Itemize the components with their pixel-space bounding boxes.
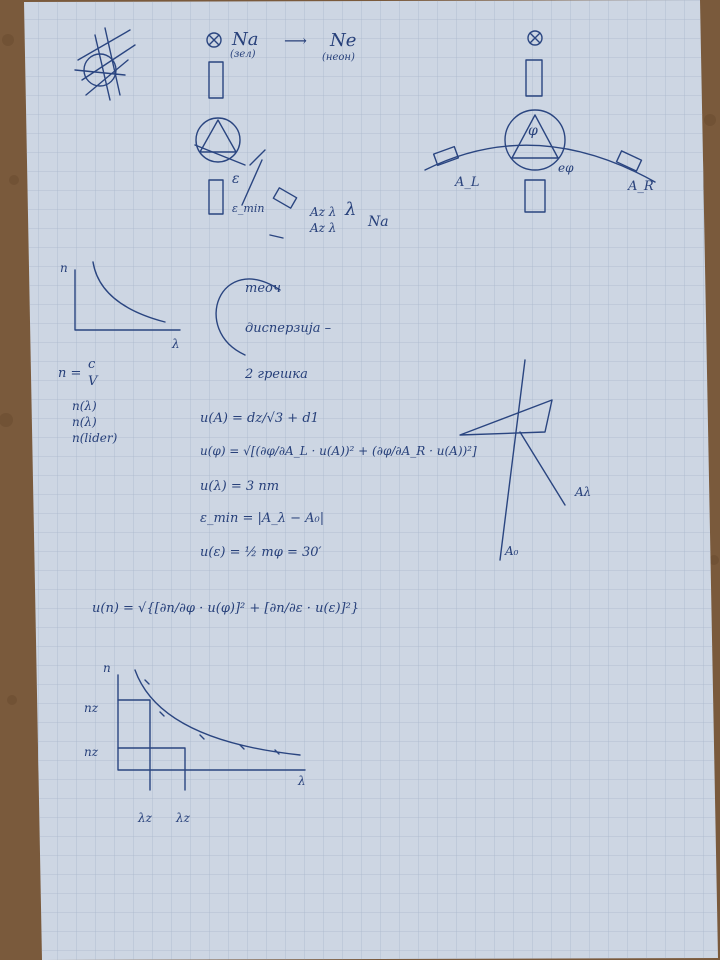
header-arrow: ⟶ <box>284 31 307 50</box>
prism-angle: φ <box>528 123 538 139</box>
n-numerator: c <box>88 357 96 372</box>
diagram-a0: A₀ <box>505 544 519 558</box>
n-equals: n = <box>58 366 82 381</box>
equation-ua: u(A) = dz/√3 + d1 <box>200 411 319 426</box>
list-item-3: n(lider) <box>72 431 118 445</box>
na-label: Na <box>368 214 389 230</box>
graph2-l2: λz <box>176 811 190 825</box>
equation-un: u(n) = √{[∂n/∂φ · u(φ)]² + [∂n/∂ε · u(ε)]²} <box>92 601 360 616</box>
list-item-2: n(λ) <box>72 415 97 429</box>
graph1-x-label: λ <box>172 337 180 351</box>
target-label: Ne <box>330 30 357 51</box>
equation-ulambda: u(λ) = 3 nm <box>200 479 280 494</box>
angle-right: A_R <box>628 179 654 194</box>
graph1-y-label: n <box>60 261 68 275</box>
epsilon: ε <box>232 171 240 187</box>
list-item-1: n(λ) <box>72 399 97 413</box>
a-pair-top: Az λ <box>310 205 337 219</box>
source-sub: (зел) <box>230 49 256 60</box>
n-denominator: V <box>88 374 98 389</box>
theory-note: теоч <box>245 281 281 296</box>
two-errors-note: 2 грешка <box>245 367 308 382</box>
dispersion-note: дисперзија – <box>245 321 332 336</box>
grid-lines <box>24 0 718 960</box>
equation-uepsilon: u(ε) = ½ mφ = 30′ <box>200 545 322 560</box>
graph2-y-label: n <box>103 661 111 675</box>
graph2-n2: nz <box>84 745 99 759</box>
equation-emin: ε_min = |A_λ − A₀| <box>200 511 325 526</box>
lambda-symbol: λ <box>345 199 357 220</box>
a-pair-bottom: Az λ <box>310 221 337 235</box>
equation-uphi: u(φ) = √[(∂φ/∂A_L · u(A))² + (∂φ/∂A_R · u(A))²] <box>200 444 477 458</box>
target-sub: (неон) <box>322 52 355 63</box>
source-label: Na <box>232 29 259 50</box>
epsilon-min: ε_min <box>232 202 265 215</box>
angle-phi: eφ <box>558 161 574 175</box>
diagram-a-lambda: Aλ <box>575 485 592 499</box>
graph2-x-label: λ <box>298 774 306 788</box>
angle-left: A_L <box>455 175 480 190</box>
graph2-n1: nz <box>84 701 99 715</box>
graph2-l1: λz <box>138 811 152 825</box>
